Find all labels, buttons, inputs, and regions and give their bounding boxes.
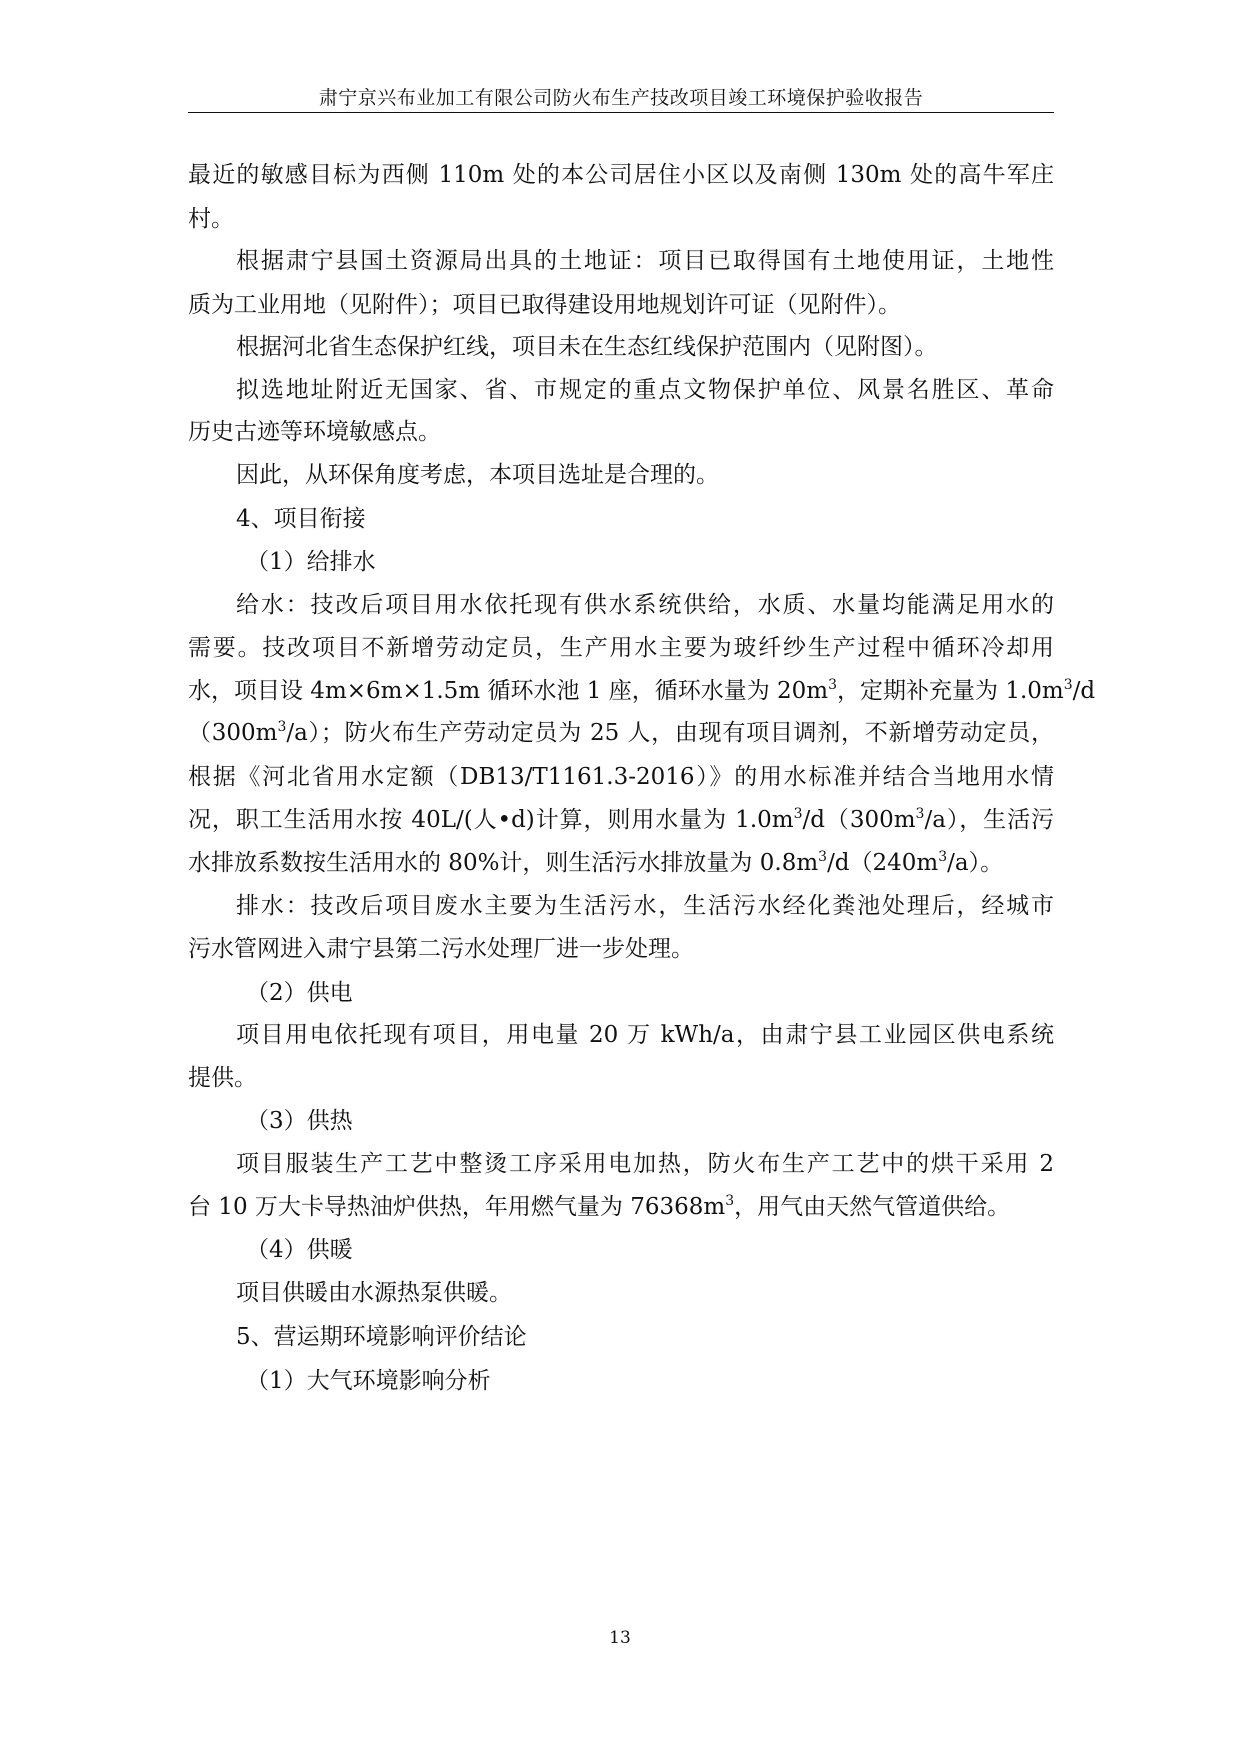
- p5-line1: 因此，从环保角度考虑，本项目选址是合理的。: [236, 462, 719, 488]
- water-supply-line3-c: /d: [1072, 678, 1096, 704]
- superscript-3: 3: [277, 719, 287, 735]
- superscript-3: 3: [725, 1193, 735, 1209]
- water-supply-line3: [188, 676, 1096, 706]
- power-line1: 项目用电依托现有项目，用电量 20 万 kWh/a，由肃宁县工业园区供电系统: [236, 1022, 1054, 1048]
- header-title: 肃宁京兴布业加工有限公司防火布生产技改项目竣工环境保护验收报告: [318, 87, 924, 109]
- heat-line2-a: 台 10 万大卡导热油炉供热，年用燃气量为 76368m: [188, 1194, 726, 1220]
- water-supply-line6-a: 况，职工生活用水按 40L/(人•d)计算，则用水量为 1.0m: [188, 807, 794, 833]
- p2-line2: 质为工业用地（见附件）；项目已取得建设用地规划许可证（见附件）。: [188, 292, 901, 318]
- heating-line1: 项目供暖由水源热泵供暖。: [236, 1280, 512, 1306]
- heat-line2: [188, 1192, 1010, 1222]
- subsection-air-heading: （1）大气环境影响分析: [246, 1368, 491, 1394]
- p1-line2: 村。: [188, 206, 234, 232]
- p2-line1: 根据肃宁县国土资源局出具的土地证：项目已取得国有土地使用证，土地性: [236, 248, 1054, 274]
- p3-line1: 根据河北省生态保护红线，项目未在生态红线保护范围内（见附图）。: [236, 334, 938, 360]
- heat-line2-b: ，用气由天然气管道供给。: [734, 1194, 1011, 1220]
- subsection-power-heading: （2）供电: [246, 980, 353, 1006]
- drainage-line2: 污水管网进入肃宁县第二污水处理厂进一步处理。: [188, 936, 694, 962]
- subsection-heating-heading: （4）供暖: [246, 1237, 353, 1263]
- p4-line2: 历史古迹等环境敏感点。: [188, 419, 441, 445]
- water-supply-line7-a: 水排放系数按生活用水的 80%计，则生活污水排放量为 0.8m: [188, 850, 819, 876]
- water-supply-line4: [188, 718, 1054, 748]
- section-5-heading: 5、营运期环境影响评价结论: [236, 1324, 527, 1350]
- water-supply-line6-b: /d（300m: [802, 807, 916, 833]
- water-supply-line6-c: /a），生活污: [924, 807, 1054, 833]
- water-supply-line3-a: 水，项目设 4m×6m×1.5m 循环水池 1 座，循环水量为 20m: [188, 678, 829, 704]
- water-supply-line7-b: /d（240m: [827, 850, 939, 876]
- drainage-line1: 排水：技改后项目废水主要为生活污水，生活污水经化粪池处理后，经城市: [236, 893, 1054, 919]
- water-supply-line7: [188, 848, 1003, 878]
- water-supply-line1: 给水：技改后项目用水依托现有供水系统供给，水质、水量均能满足用水的: [236, 592, 1054, 618]
- water-supply-line6: [188, 805, 1054, 835]
- water-supply-line2: 需要。技改项目不新增劳动定员，生产用水主要为玻纤纱生产过程中循环冷却用: [188, 635, 1054, 661]
- water-supply-line4-a: （300m: [188, 720, 278, 746]
- superscript-3: 3: [915, 806, 925, 822]
- heat-line1: 项目服装生产工艺中整烫工序采用电加热，防火布生产工艺中的烘干采用 2: [236, 1151, 1054, 1177]
- power-line2: 提供。: [188, 1065, 257, 1091]
- superscript-3: 3: [1063, 677, 1073, 693]
- page-number: 13: [609, 1628, 631, 1648]
- water-supply-line4-b: /a）；防火布生产劳动定员为 25 人，由现有项目调剂，不新增劳动定员，: [286, 720, 1054, 746]
- superscript-3: 3: [828, 677, 838, 693]
- subsection-heat-heading: （3）供热: [246, 1108, 353, 1134]
- superscript-3: 3: [793, 806, 803, 822]
- subsection-water-heading: （1）给排水: [246, 549, 376, 575]
- p4-line1: 拟选地址附近无国家、省、市规定的重点文物保护单位、风景名胜区、革命: [236, 377, 1054, 403]
- water-supply-line7-c: /a）。: [947, 850, 1004, 876]
- water-supply-line3-b: ，定期补充量为 1.0m: [837, 678, 1064, 704]
- superscript-3: 3: [818, 849, 828, 865]
- p1-line1: 最近的敏感目标为西侧 110m 处的本公司居住小区以及南侧 130m 处的高牛军庄: [188, 162, 1054, 188]
- water-supply-line5: 根据《河北省用水定额（DB13/T1161.3-2016）》的用水标准并结合当地用水情: [188, 764, 1054, 790]
- section-4-heading: 4、项目衔接: [236, 506, 366, 532]
- header-divider: [188, 112, 1054, 113]
- superscript-3: 3: [938, 849, 948, 865]
